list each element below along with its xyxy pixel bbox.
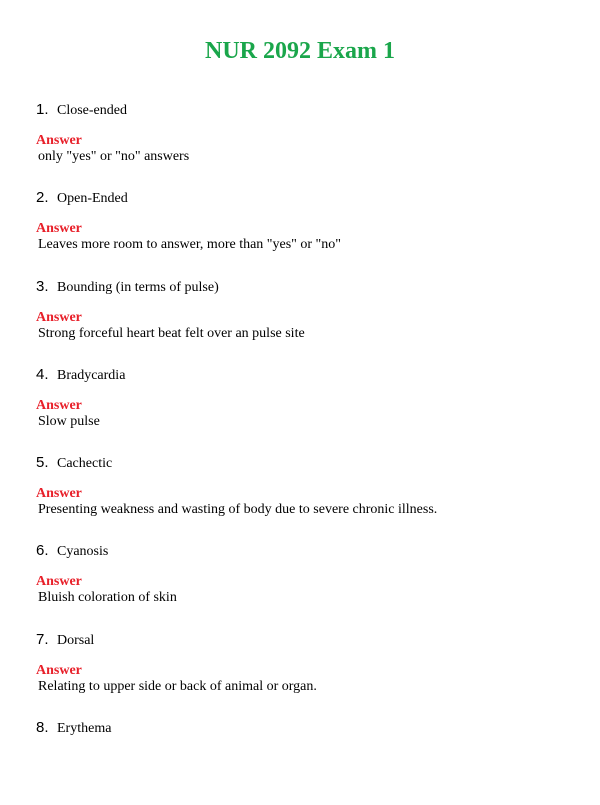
answer-label: Answer — [36, 486, 82, 502]
question-row — [36, 276, 219, 298]
answer-text: Leaves more room to answer, more than "yes" or "no" — [38, 237, 341, 253]
question-term: Cyanosis — [57, 544, 109, 560]
question-row — [36, 540, 108, 562]
answer-text: only "yes" or "no" answers — [38, 149, 190, 164]
answer-label: Answer — [36, 397, 82, 413]
question-number: 1. — [36, 101, 49, 118]
answer-text: Strong forceful heart beat felt over an pulse site — [38, 325, 305, 341]
list-item — [36, 364, 576, 452]
question-term: Dorsal — [57, 632, 95, 648]
list-item — [36, 540, 576, 628]
question-number: 7. — [36, 630, 49, 648]
question-row — [36, 364, 125, 386]
question-term: Bounding (in terms of pulse) — [57, 279, 219, 295]
page-title: NUR 2092 Exam 1 — [205, 38, 395, 64]
question-number: 8. — [36, 719, 49, 737]
answer-text: Slow pulse — [38, 413, 100, 429]
question-term: Close-ended — [57, 103, 127, 118]
list-item — [36, 717, 576, 805]
question-row — [36, 717, 111, 739]
question-row — [36, 187, 128, 209]
question-row — [36, 99, 127, 121]
answer-label: Answer — [36, 309, 82, 325]
answer-label: Answer — [36, 133, 82, 148]
list-item — [36, 629, 576, 717]
question-row — [36, 629, 94, 651]
question-number: 3. — [36, 277, 49, 295]
question-term: Cachectic — [57, 456, 113, 472]
answer-label: Answer — [36, 221, 82, 237]
question-term: Open-Ended — [57, 191, 128, 207]
list-item — [36, 187, 576, 275]
answer-label: Answer — [36, 662, 82, 678]
answer-text: Relating to upper side or back of animal or organ. — [38, 678, 317, 694]
answer-label: Answer — [36, 574, 82, 590]
question-number: 5. — [36, 454, 49, 472]
answer-text: Presenting weakness and wasting of body due to severe chronic illness. — [38, 502, 438, 518]
answer-text: Bluish coloration of skin — [38, 590, 177, 606]
flashcard-list — [36, 99, 576, 805]
question-term: Bradycardia — [57, 367, 126, 383]
list-item — [36, 452, 576, 540]
question-number: 2. — [36, 189, 49, 207]
list-item — [36, 99, 576, 187]
question-row — [36, 452, 112, 474]
question-number: 4. — [36, 365, 49, 383]
question-term: Erythema — [57, 721, 112, 737]
list-item — [36, 276, 576, 364]
question-number: 6. — [36, 542, 49, 560]
